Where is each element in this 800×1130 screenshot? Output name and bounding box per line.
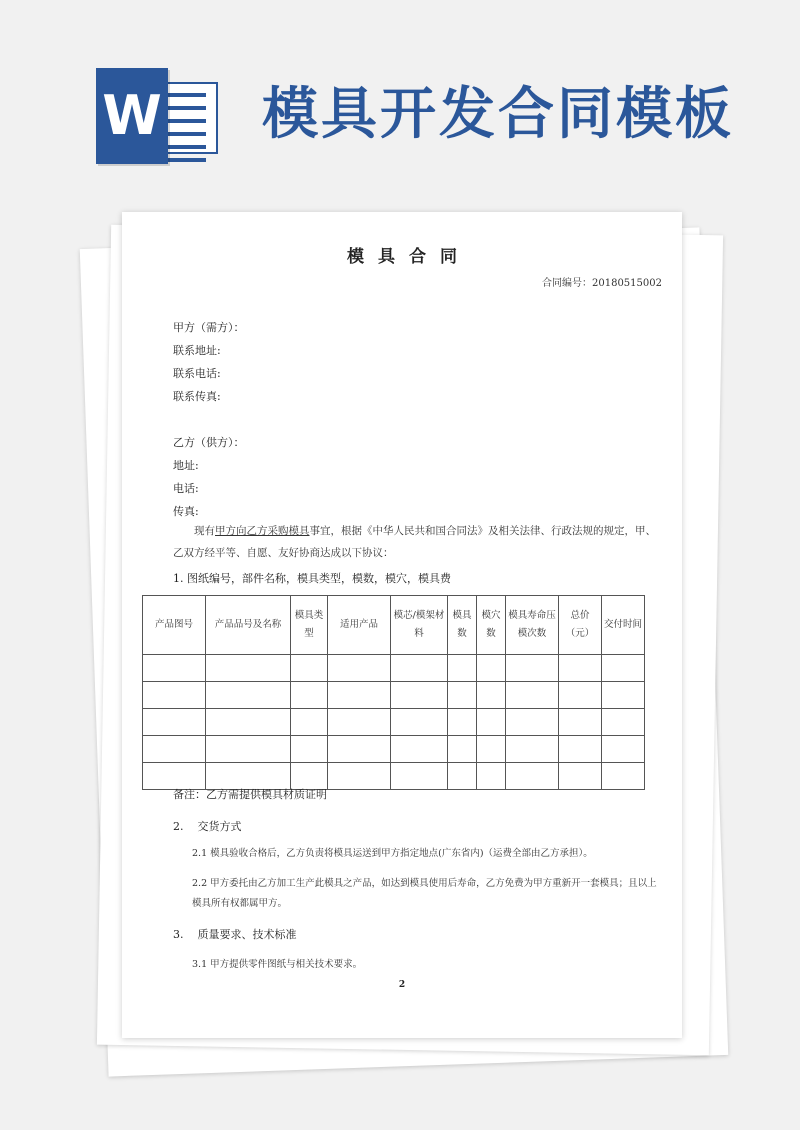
table-cell <box>391 763 448 790</box>
word-document-icon <box>96 68 218 164</box>
banner-title: 模具开发合同模板 <box>262 82 734 147</box>
table-cell <box>143 709 206 736</box>
party-b-fax: 传真: <box>173 505 199 518</box>
table-cell <box>602 682 645 709</box>
table-cell <box>328 763 391 790</box>
table-cell <box>448 763 477 790</box>
section-2-number: 2. <box>173 820 184 833</box>
party-a-label: 甲方（需方）： <box>173 321 245 334</box>
table-cell <box>448 655 477 682</box>
party-a-address: 联系地址: <box>173 344 221 357</box>
table-cell <box>391 709 448 736</box>
table-header: 模穴数 <box>477 596 506 655</box>
table-cell <box>328 682 391 709</box>
clause-2-2: 2.2 甲方委托由乙方加工生产此模具之产品，如达到模具使用后寿命，乙方免费为甲方重新开一套模具；且以上模具所有权都属甲方。 <box>192 878 657 909</box>
table-cell <box>559 682 602 709</box>
table-row <box>143 736 645 763</box>
document-title: 模具合同 <box>347 247 471 267</box>
table-cell <box>448 709 477 736</box>
clause-3-1: 3.1 甲方提供零件图纸与相关技术要求。 <box>192 959 363 970</box>
word-logo-letter: W <box>96 68 168 164</box>
table-cell <box>291 655 328 682</box>
table-cell <box>391 655 448 682</box>
table-cell <box>477 709 506 736</box>
table-cell <box>477 763 506 790</box>
table-header: 产品图号 <box>143 596 206 655</box>
table-cell <box>328 655 391 682</box>
table-cell <box>391 736 448 763</box>
table-row <box>143 655 645 682</box>
table-cell <box>328 736 391 763</box>
table-cell <box>477 736 506 763</box>
table-cell <box>143 682 206 709</box>
section-3-heading <box>173 926 297 942</box>
table-body <box>143 655 645 790</box>
section-2-heading <box>173 818 242 834</box>
table-cell <box>448 682 477 709</box>
table-header: 模具寿命压模次数 <box>506 596 559 655</box>
intro-underlined: 甲方向乙方采购模具 <box>215 525 310 537</box>
table-row <box>143 709 645 736</box>
table-header: 模芯/模架材料 <box>391 596 448 655</box>
table-cell <box>206 655 291 682</box>
table-cell <box>206 709 291 736</box>
party-b-phone: 电话: <box>173 482 199 495</box>
table-cell <box>477 682 506 709</box>
table-cell <box>143 736 206 763</box>
contract-number: 合同编号：20180515002 <box>542 278 662 289</box>
table-header: 适用产品 <box>328 596 391 655</box>
document-page <box>122 212 682 1038</box>
table-header-row <box>143 596 645 655</box>
table-header: 产品品号及名称 <box>206 596 291 655</box>
party-a-phone: 联系电话: <box>173 367 221 380</box>
clause-2-1: 2.1 模具验收合格后，乙方负责将模具运送到甲方指定地点(广东省内)（运费全部由乙方承担）。 <box>192 848 593 859</box>
table-cell <box>143 655 206 682</box>
table-cell <box>559 709 602 736</box>
table-cell <box>206 682 291 709</box>
table-cell <box>291 682 328 709</box>
table-cell <box>328 709 391 736</box>
section-3-title: 质量要求、技术标准 <box>197 928 297 941</box>
table-cell <box>391 682 448 709</box>
table-header: 模具类型 <box>291 596 328 655</box>
table-row <box>143 682 645 709</box>
table-cell <box>206 736 291 763</box>
party-b-label: 乙方（供方）： <box>173 436 245 449</box>
table-cell <box>506 709 559 736</box>
table-note: 备注：乙方需提供模具材质证明 <box>173 788 327 801</box>
mold-spec-table <box>142 595 645 790</box>
table-cell <box>602 763 645 790</box>
intro-suffix: 事宜，根据《中华人民共和国合同法》及相关法律、行政法规的规定，甲、乙双方经平等、自愿、友好协商达成以下协议： <box>173 525 656 559</box>
table-cell <box>506 682 559 709</box>
table-header: 总价（元） <box>559 596 602 655</box>
table-cell <box>559 763 602 790</box>
section-2-title: 交货方式 <box>197 820 242 833</box>
table-cell <box>506 736 559 763</box>
table-cell <box>477 655 506 682</box>
table-cell <box>506 655 559 682</box>
table-header: 模具数 <box>448 596 477 655</box>
section-1-heading: 1. 图纸编号，部件名称，模具类型，模数，模穴，模具费 <box>173 572 451 585</box>
table-cell <box>602 655 645 682</box>
party-a-fax: 联系传真: <box>173 390 221 403</box>
party-b-address: 地址: <box>173 459 199 472</box>
table-cell <box>506 763 559 790</box>
intro-paragraph <box>173 520 663 564</box>
table-cell <box>291 736 328 763</box>
table-cell <box>602 736 645 763</box>
page-number: 2 <box>398 980 406 990</box>
table-cell <box>602 709 645 736</box>
section-3-number: 3. <box>173 928 184 941</box>
table-cell <box>559 736 602 763</box>
table-cell <box>291 709 328 736</box>
intro-prefix: 现有 <box>194 525 215 537</box>
table-cell <box>559 655 602 682</box>
table-cell <box>448 736 477 763</box>
table-header: 交付时间 <box>602 596 645 655</box>
